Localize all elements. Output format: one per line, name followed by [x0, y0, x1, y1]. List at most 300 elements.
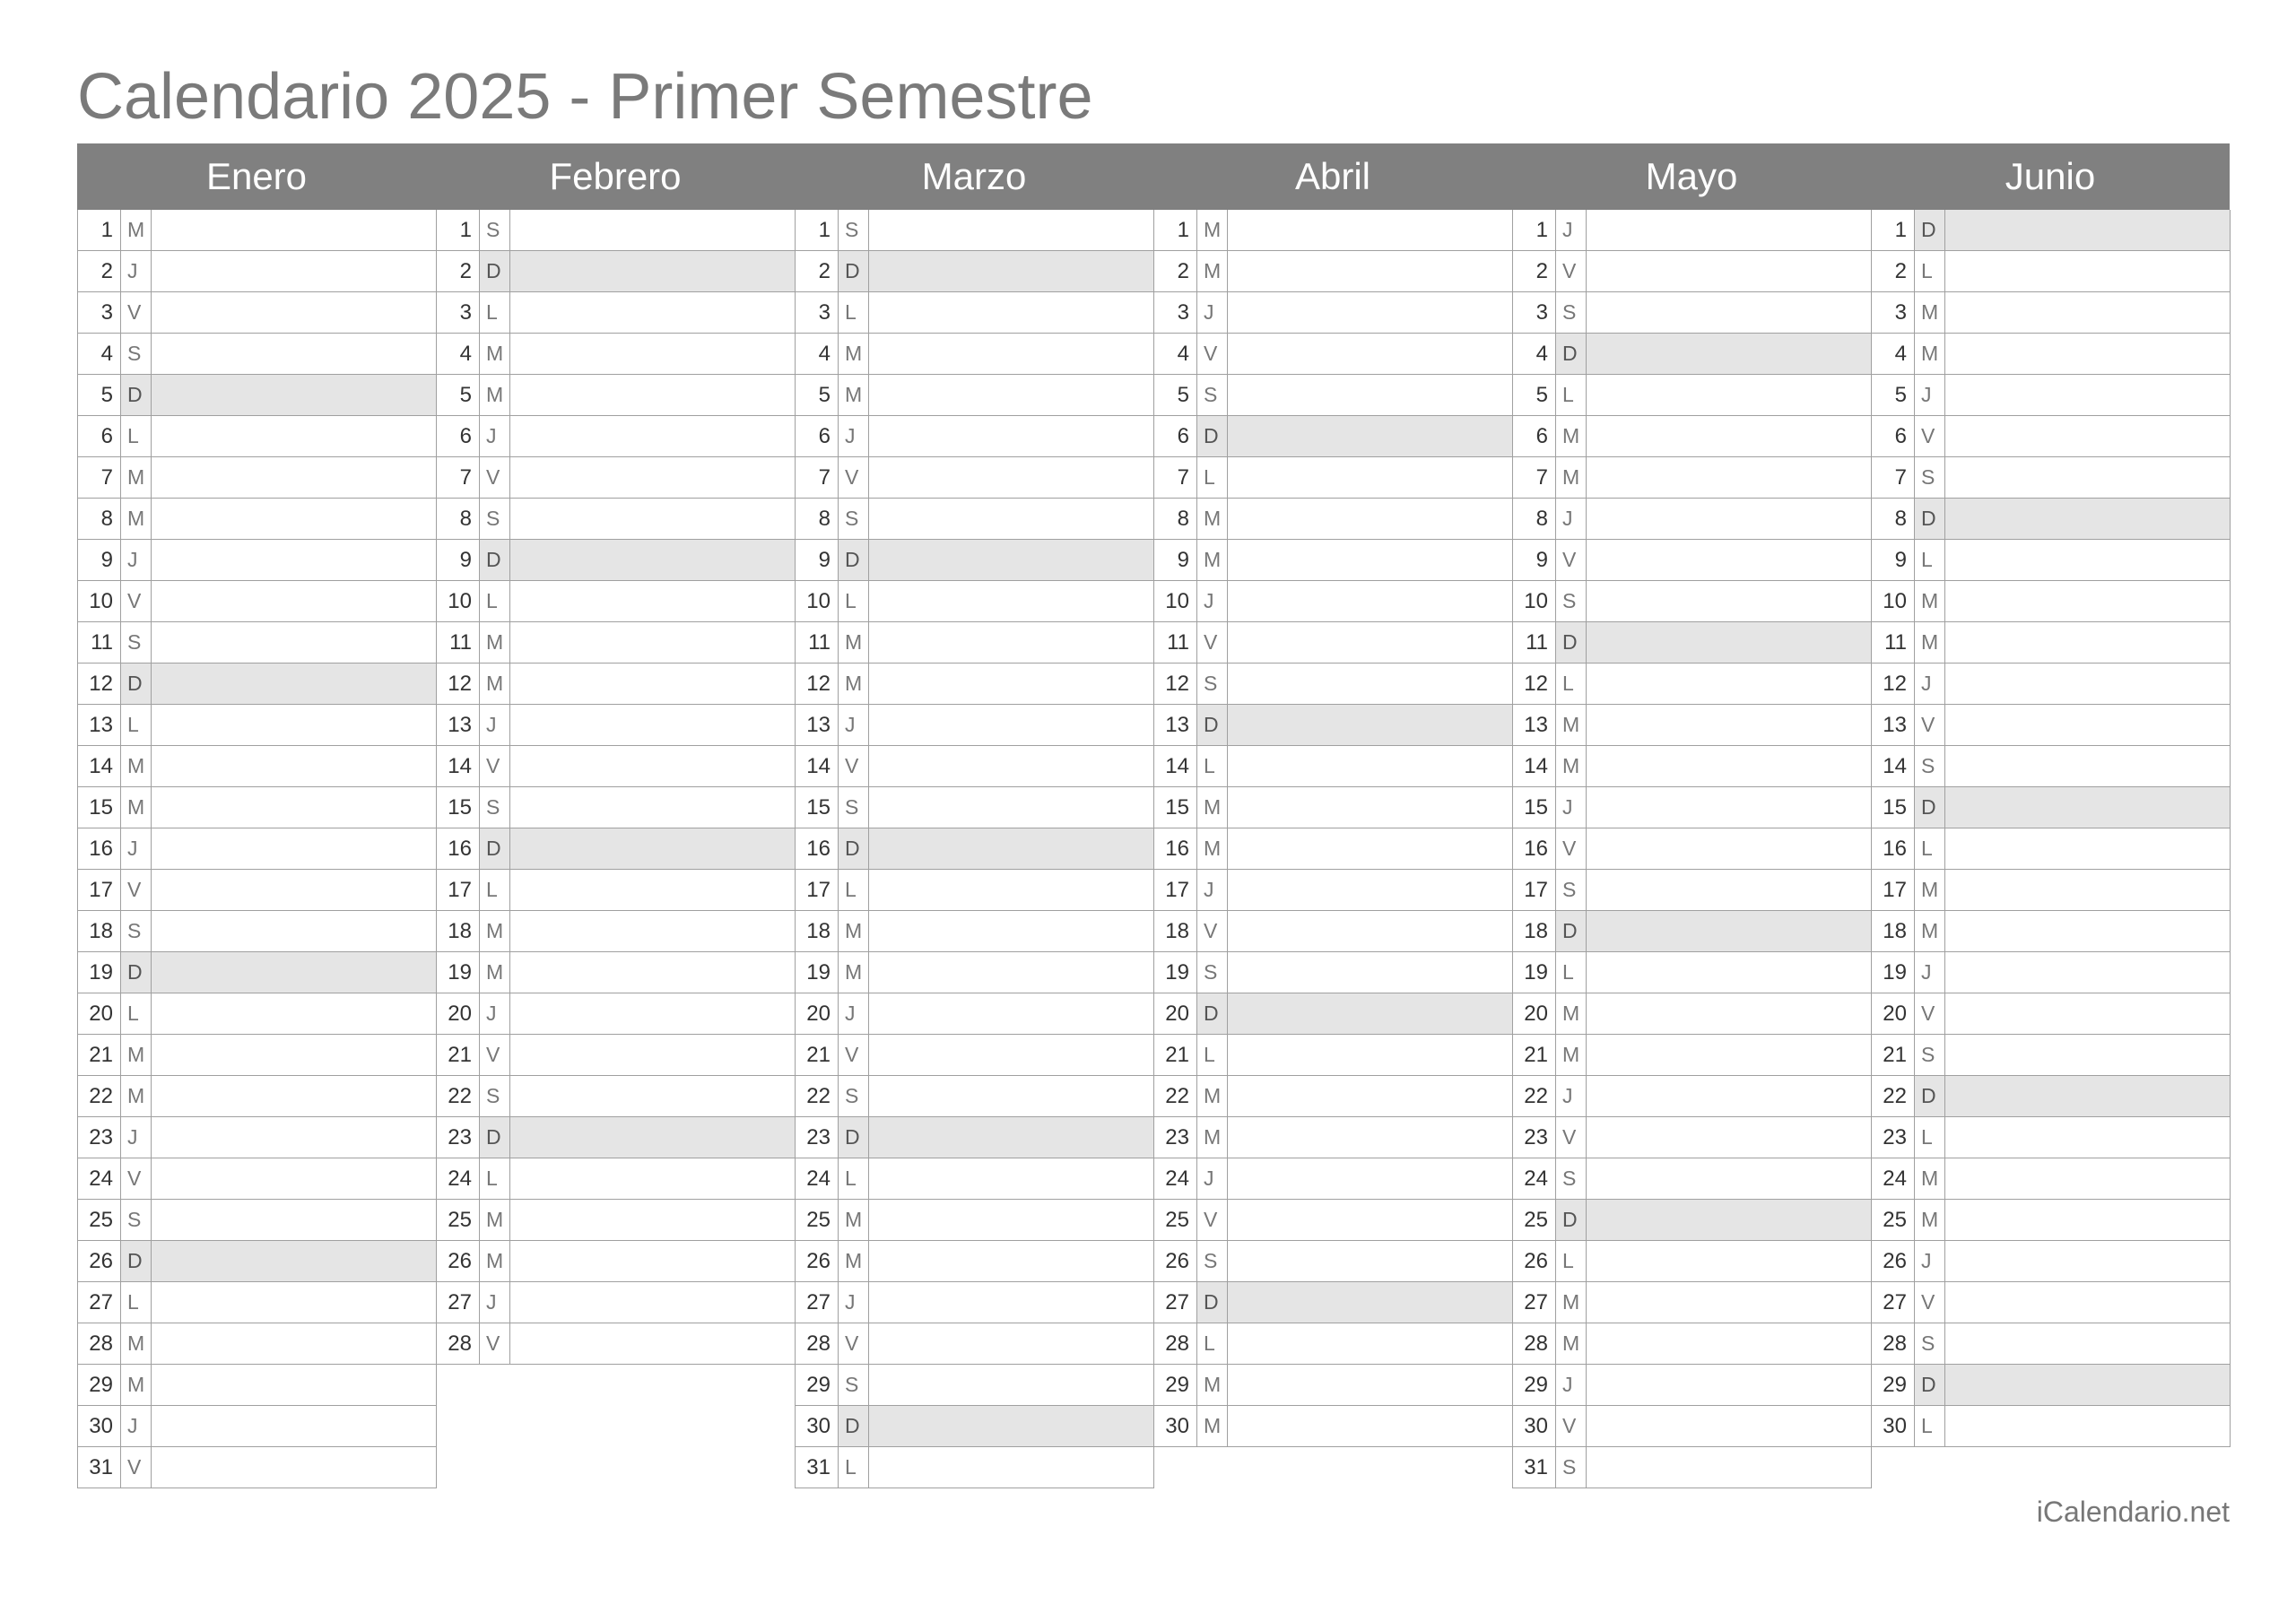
day-row: [795, 705, 1154, 746]
day-number: 9: [1154, 540, 1197, 580]
weekday-letter: V: [480, 1323, 510, 1364]
weekday-letter: V: [121, 292, 152, 333]
day-row: [436, 993, 796, 1035]
day-number: 25: [78, 1200, 121, 1240]
day-row: [77, 746, 437, 787]
day-row: [795, 457, 1154, 499]
weekday-letter: D: [1197, 416, 1228, 456]
weekday-letter: V: [839, 1323, 869, 1364]
day-row: [436, 870, 796, 911]
weekday-letter: J: [1556, 210, 1587, 250]
note-cell: [1945, 828, 2230, 869]
weekday-letter: J: [1915, 1241, 1945, 1281]
note-cell: [869, 1241, 1153, 1281]
day-row: [436, 1076, 796, 1117]
weekday-letter: L: [839, 1158, 869, 1199]
day-number: 17: [1154, 870, 1197, 910]
day-number: 24: [437, 1158, 480, 1199]
weekday-letter: M: [1915, 334, 1945, 374]
day-number: 13: [1513, 705, 1556, 745]
day-row: [1153, 210, 1513, 251]
day-number: 11: [1513, 622, 1556, 663]
day-row: [1153, 375, 1513, 416]
note-cell: [1945, 457, 2230, 498]
day-row: [1871, 581, 2231, 622]
day-number: 12: [1154, 664, 1197, 704]
day-number: 26: [1154, 1241, 1197, 1281]
weekday-letter: J: [839, 416, 869, 456]
weekday-letter: J: [839, 705, 869, 745]
day-row: [1153, 1035, 1513, 1076]
note-cell: [1587, 1117, 1871, 1158]
weekday-letter: M: [839, 334, 869, 374]
day-number: 9: [437, 540, 480, 580]
note-cell: [510, 622, 795, 663]
note-cell: [152, 705, 436, 745]
note-cell: [152, 993, 436, 1034]
note-cell: [1945, 251, 2230, 291]
weekday-letter: M: [480, 952, 510, 993]
note-cell: [869, 1158, 1153, 1199]
day-row: [436, 622, 796, 664]
note-cell: [152, 1406, 436, 1446]
day-number: 18: [1872, 911, 1915, 951]
weekday-letter: V: [121, 1158, 152, 1199]
day-number: 3: [78, 292, 121, 333]
day-row: [1512, 499, 1872, 540]
day-row: [1512, 581, 1872, 622]
month-header-marzo: Marzo: [921, 155, 1027, 197]
day-row: [1512, 705, 1872, 746]
weekday-letter: D: [1556, 622, 1587, 663]
note-cell: [869, 416, 1153, 456]
note-cell: [1945, 1035, 2230, 1075]
day-row: [1512, 1158, 1872, 1200]
weekday-letter: J: [1556, 787, 1587, 828]
weekday-letter: M: [1197, 1365, 1228, 1405]
day-row: [1512, 993, 1872, 1035]
note-cell: [1228, 746, 1512, 786]
note-cell: [1587, 1076, 1871, 1116]
day-row: [795, 1406, 1154, 1447]
day-row: [436, 705, 796, 746]
day-row: [1512, 1035, 1872, 1076]
weekday-letter: D: [1197, 705, 1228, 745]
weekday-letter: M: [121, 499, 152, 539]
weekday-letter: S: [480, 1076, 510, 1116]
weekday-letter: L: [480, 870, 510, 910]
weekday-letter: J: [1197, 581, 1228, 621]
day-number: 31: [796, 1447, 839, 1488]
day-number: 21: [1872, 1035, 1915, 1075]
weekday-letter: M: [1915, 292, 1945, 333]
day-row: [795, 622, 1154, 664]
day-row: [77, 952, 437, 993]
day-number: 13: [437, 705, 480, 745]
day-number: 23: [78, 1117, 121, 1158]
weekday-letter: M: [1556, 416, 1587, 456]
weekday-letter: S: [839, 787, 869, 828]
note-cell: [869, 334, 1153, 374]
weekday-letter: M: [1556, 1323, 1587, 1364]
day-number: 15: [1154, 787, 1197, 828]
weekday-letter: V: [480, 457, 510, 498]
weekday-letter: L: [1197, 457, 1228, 498]
day-row: [1512, 1365, 1872, 1406]
weekday-letter: M: [480, 911, 510, 951]
weekday-letter: J: [1556, 1076, 1587, 1116]
weekday-letter: L: [121, 416, 152, 456]
weekday-letter: M: [1556, 1282, 1587, 1323]
weekday-letter: D: [839, 1406, 869, 1446]
weekday-letter: D: [121, 1241, 152, 1281]
note-cell: [1945, 1200, 2230, 1240]
day-row: [77, 622, 437, 664]
note-cell: [1587, 375, 1871, 415]
day-number: 26: [796, 1241, 839, 1281]
weekday-letter: J: [1197, 1158, 1228, 1199]
day-number: 25: [1154, 1200, 1197, 1240]
day-row: [1512, 1117, 1872, 1158]
day-row: [795, 1365, 1154, 1406]
note-cell: [152, 1035, 436, 1075]
note-cell: [1228, 952, 1512, 993]
weekday-letter: D: [1197, 1282, 1228, 1323]
day-row: [1153, 416, 1513, 457]
day-row: [1871, 1282, 2231, 1323]
day-number: 25: [1872, 1200, 1915, 1240]
weekday-letter: M: [1197, 210, 1228, 250]
day-number: 25: [796, 1200, 839, 1240]
day-number: 26: [1513, 1241, 1556, 1281]
day-number: 19: [1154, 952, 1197, 993]
day-number: 17: [1872, 870, 1915, 910]
day-row: [795, 746, 1154, 787]
note-cell: [510, 1158, 795, 1199]
day-number: 19: [796, 952, 839, 993]
day-row: [1153, 1241, 1513, 1282]
note-cell: [152, 499, 436, 539]
note-cell: [1587, 1035, 1871, 1075]
day-number: 15: [1872, 787, 1915, 828]
day-number: 20: [1872, 993, 1915, 1034]
day-row: [1871, 499, 2231, 540]
day-number: 20: [78, 993, 121, 1034]
day-row: [1871, 1076, 2231, 1117]
note-cell: [869, 664, 1153, 704]
note-cell: [1587, 540, 1871, 580]
weekday-letter: V: [1197, 334, 1228, 374]
day-number: 27: [437, 1282, 480, 1323]
day-row: [795, 1447, 1154, 1488]
weekday-letter: S: [480, 210, 510, 250]
day-number: 7: [796, 457, 839, 498]
day-row: [1871, 993, 2231, 1035]
day-row: [1153, 664, 1513, 705]
day-row: [1153, 705, 1513, 746]
note-cell: [152, 1447, 436, 1488]
day-row: [1153, 911, 1513, 952]
day-number: 23: [437, 1117, 480, 1158]
day-row: [436, 1323, 796, 1365]
day-number: 21: [78, 1035, 121, 1075]
day-number: 11: [78, 622, 121, 663]
weekday-letter: L: [480, 292, 510, 333]
day-row: [795, 499, 1154, 540]
weekday-letter: J: [121, 540, 152, 580]
day-number: 11: [796, 622, 839, 663]
day-row: [1153, 1158, 1513, 1200]
day-row: [436, 540, 796, 581]
weekday-letter: J: [839, 1282, 869, 1323]
note-cell: [152, 457, 436, 498]
weekday-letter: D: [121, 952, 152, 993]
day-number: 28: [1513, 1323, 1556, 1364]
day-number: 13: [1154, 705, 1197, 745]
weekday-letter: L: [1197, 1035, 1228, 1075]
weekday-letter: M: [1556, 457, 1587, 498]
page-title: Calendario 2025 - Primer Semestre: [77, 61, 1093, 133]
day-number: 22: [1154, 1076, 1197, 1116]
day-row: [77, 787, 437, 828]
weekday-letter: D: [121, 375, 152, 415]
weekday-letter: J: [480, 416, 510, 456]
day-number: 24: [1513, 1158, 1556, 1199]
day-row: [1512, 210, 1872, 251]
note-cell: [1228, 210, 1512, 250]
day-number: 7: [78, 457, 121, 498]
day-row: [1153, 292, 1513, 334]
day-number: 10: [1513, 581, 1556, 621]
note-cell: [510, 1241, 795, 1281]
day-number: 22: [796, 1076, 839, 1116]
weekday-letter: S: [121, 622, 152, 663]
note-cell: [1945, 1406, 2230, 1446]
day-number: 14: [78, 746, 121, 786]
day-row: [77, 828, 437, 870]
weekday-letter: M: [839, 911, 869, 951]
note-cell: [869, 581, 1153, 621]
day-row: [1512, 1406, 1872, 1447]
note-cell: [1228, 1076, 1512, 1116]
weekday-letter: J: [480, 705, 510, 745]
day-number: 3: [437, 292, 480, 333]
day-row: [1512, 828, 1872, 870]
weekday-letter: V: [1915, 993, 1945, 1034]
day-row: [436, 416, 796, 457]
day-number: 6: [1154, 416, 1197, 456]
day-row: [436, 375, 796, 416]
day-row: [77, 870, 437, 911]
weekday-letter: S: [1197, 952, 1228, 993]
day-number: 21: [796, 1035, 839, 1075]
day-row: [1512, 746, 1872, 787]
note-cell: [510, 952, 795, 993]
weekday-letter: L: [121, 1282, 152, 1323]
day-row: [77, 581, 437, 622]
day-number: 12: [437, 664, 480, 704]
day-number: 17: [796, 870, 839, 910]
day-row: [77, 1406, 437, 1447]
weekday-letter: S: [121, 911, 152, 951]
note-cell: [1945, 622, 2230, 663]
weekday-letter: S: [839, 1076, 869, 1116]
day-number: 2: [78, 251, 121, 291]
note-cell: [1587, 664, 1871, 704]
day-row: [436, 334, 796, 375]
day-number: 30: [1872, 1406, 1915, 1446]
note-cell: [152, 952, 436, 993]
day-row: [77, 540, 437, 581]
note-cell: [152, 664, 436, 704]
day-row: [1153, 581, 1513, 622]
day-number: 1: [78, 210, 121, 250]
day-number: 10: [1872, 581, 1915, 621]
weekday-letter: S: [1915, 1035, 1945, 1075]
weekday-letter: L: [839, 870, 869, 910]
note-cell: [510, 457, 795, 498]
weekday-letter: S: [1556, 581, 1587, 621]
weekday-letter: J: [121, 1406, 152, 1446]
day-number: 12: [796, 664, 839, 704]
day-number: 31: [1513, 1447, 1556, 1488]
day-row: [1871, 622, 2231, 664]
note-cell: [1587, 292, 1871, 333]
day-number: 3: [1154, 292, 1197, 333]
weekday-letter: M: [480, 334, 510, 374]
day-row: [77, 1076, 437, 1117]
note-cell: [510, 292, 795, 333]
weekday-letter: S: [1915, 1323, 1945, 1364]
weekday-letter: J: [1915, 375, 1945, 415]
note-cell: [1587, 1406, 1871, 1446]
weekday-letter: L: [839, 292, 869, 333]
weekday-letter: M: [480, 664, 510, 704]
month-column-abril: [1153, 210, 1513, 1447]
weekday-letter: V: [1556, 1117, 1587, 1158]
day-number: 16: [437, 828, 480, 869]
note-cell: [1587, 705, 1871, 745]
note-cell: [1228, 705, 1512, 745]
day-number: 11: [1872, 622, 1915, 663]
note-cell: [1228, 581, 1512, 621]
day-number: 29: [1513, 1365, 1556, 1405]
note-cell: [152, 540, 436, 580]
note-cell: [152, 1282, 436, 1323]
day-row: [1512, 416, 1872, 457]
month-header-abril: Abril: [1294, 155, 1371, 197]
weekday-letter: D: [480, 251, 510, 291]
day-number: 30: [796, 1406, 839, 1446]
note-cell: [152, 1076, 436, 1116]
day-number: 29: [1872, 1365, 1915, 1405]
day-number: 14: [437, 746, 480, 786]
weekday-letter: L: [1556, 375, 1587, 415]
day-number: 22: [1872, 1076, 1915, 1116]
day-row: [1512, 911, 1872, 952]
note-cell: [1587, 251, 1871, 291]
weekday-letter: M: [121, 457, 152, 498]
note-cell: [1945, 1158, 2230, 1199]
weekday-letter: M: [1197, 1406, 1228, 1446]
note-cell: [869, 499, 1153, 539]
day-number: 5: [796, 375, 839, 415]
day-number: 14: [1513, 746, 1556, 786]
day-number: 16: [1872, 828, 1915, 869]
note-cell: [1945, 1323, 2230, 1364]
weekday-letter: S: [1556, 1447, 1587, 1488]
day-row: [1871, 870, 2231, 911]
day-number: 19: [437, 952, 480, 993]
day-number: 29: [78, 1365, 121, 1405]
note-cell: [1587, 1241, 1871, 1281]
weekday-letter: L: [1915, 251, 1945, 291]
weekday-letter: V: [1915, 416, 1945, 456]
note-cell: [869, 540, 1153, 580]
day-row: [77, 334, 437, 375]
weekday-letter: V: [1197, 622, 1228, 663]
weekday-letter: M: [839, 664, 869, 704]
day-row: [795, 952, 1154, 993]
weekday-letter: M: [1197, 499, 1228, 539]
day-row: [1153, 1323, 1513, 1365]
day-number: 6: [796, 416, 839, 456]
day-number: 31: [78, 1447, 121, 1488]
day-row: [1512, 292, 1872, 334]
weekday-letter: M: [1915, 1200, 1945, 1240]
note-cell: [869, 746, 1153, 786]
weekday-letter: M: [121, 1323, 152, 1364]
weekday-letter: M: [1197, 540, 1228, 580]
day-number: 3: [1513, 292, 1556, 333]
note-cell: [1945, 1241, 2230, 1281]
note-cell: [152, 1117, 436, 1158]
weekday-letter: L: [121, 993, 152, 1034]
note-cell: [869, 1406, 1153, 1446]
note-cell: [1228, 1282, 1512, 1323]
weekday-letter: V: [1556, 1406, 1587, 1446]
weekday-letter: J: [480, 1282, 510, 1323]
weekday-letter: J: [1556, 1365, 1587, 1405]
weekday-letter: J: [121, 251, 152, 291]
day-row: [795, 787, 1154, 828]
note-cell: [510, 1117, 795, 1158]
day-number: 17: [437, 870, 480, 910]
note-cell: [1228, 499, 1512, 539]
note-cell: [152, 1200, 436, 1240]
day-row: [1153, 1200, 1513, 1241]
day-row: [795, 1117, 1154, 1158]
day-number: 1: [1872, 210, 1915, 250]
day-number: 8: [1872, 499, 1915, 539]
note-cell: [1228, 1365, 1512, 1405]
note-cell: [510, 334, 795, 374]
month-column-junio: [1871, 210, 2231, 1447]
day-number: 9: [78, 540, 121, 580]
day-row: [77, 292, 437, 334]
day-row: [77, 911, 437, 952]
weekday-letter: D: [1915, 1365, 1945, 1405]
day-number: 25: [1513, 1200, 1556, 1240]
day-number: 30: [1513, 1406, 1556, 1446]
weekday-letter: M: [121, 746, 152, 786]
day-number: 12: [1872, 664, 1915, 704]
day-number: 18: [1513, 911, 1556, 951]
day-row: [1512, 1076, 1872, 1117]
weekday-letter: V: [121, 1447, 152, 1488]
day-row: [77, 1241, 437, 1282]
day-number: 6: [1872, 416, 1915, 456]
